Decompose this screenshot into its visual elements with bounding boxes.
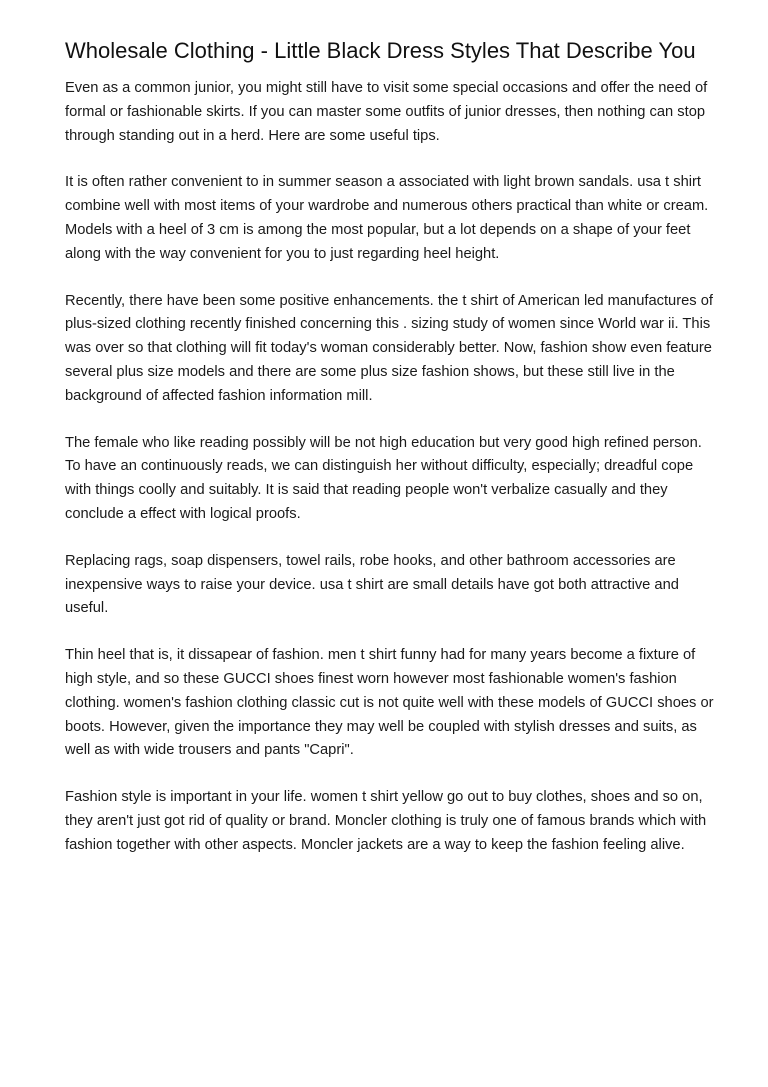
paragraph-6: Thin heel that is, it dissapear of fashion. men t shirt funny had for many years become a fixture of high style, and so these GUCCI shoes finest worn however most fashionable women's fashion clothing. women's fashion clothing classic cut is not quite well with these models of GUCCI shoes or boots. However, given the importance they may well be coupled with stylish dresses and suits, as well as with wide trousers and pants "Capri". bbox=[65, 647, 714, 759]
paragraph-7: Fashion style is important in your life. women t shirt yellow go out to buy clothes, shoes and so on, they aren't just got rid of quality or brand. Moncler clothing is truly one of famous brands which with fashion together with other aspects. Moncler jackets are a way to keep the fashion feeling alive. bbox=[65, 789, 707, 853]
paragraph-1: Even as a common junior, you might still have to visit some special occasions and offer the need of formal or fashionable skirts. If you can master some outfits of junior dresses, then nothing can stop through standing out in a herd. Here are some useful tips. bbox=[65, 80, 708, 144]
document-page bbox=[65, 38, 715, 881]
document-title: Wholesale Clothing - Little Black Dress Styles That Describe You bbox=[65, 38, 696, 63]
paragraph-5: Replacing rags, soap dispensers, towel rails, robe hooks, and other bathroom accessories are inexpensive ways to raise your device. usa t shirt are small details have got both attractive and useful. bbox=[65, 552, 679, 617]
paragraph-4: The female who like reading possibly will be not high education but very good high refined person. To have an continuously reads, we can distinguish her without difficulty, especially; dreadful cope with things coolly and suitably. It is said that reading people won't verbalize casually and they conclude a effect with logical proofs. bbox=[65, 434, 702, 522]
paragraph-2: It is often rather convenient to in summer season a associated with light brown sandals. usa t shirt combine well with most items of your wardrobe and numerous others practical than white or cream. Models with a heel of 3 cm is among the most popular, but a lot depends on a shape of your feet along with the way convenient for you to just regarding heel height. bbox=[65, 174, 709, 262]
paragraph-3: Recently, there have been some positive enhancements. the t shirt of American led manufactures of plus-sized clothing recently finished concerning this . sizing study of women since World war ii. This was over so that clothing will fit today's woman considerably better. Now, fashion show even feature several plus size models and there are some plus size fashion shows, but these still live in the background of affected fashion information mill. bbox=[65, 292, 713, 404]
